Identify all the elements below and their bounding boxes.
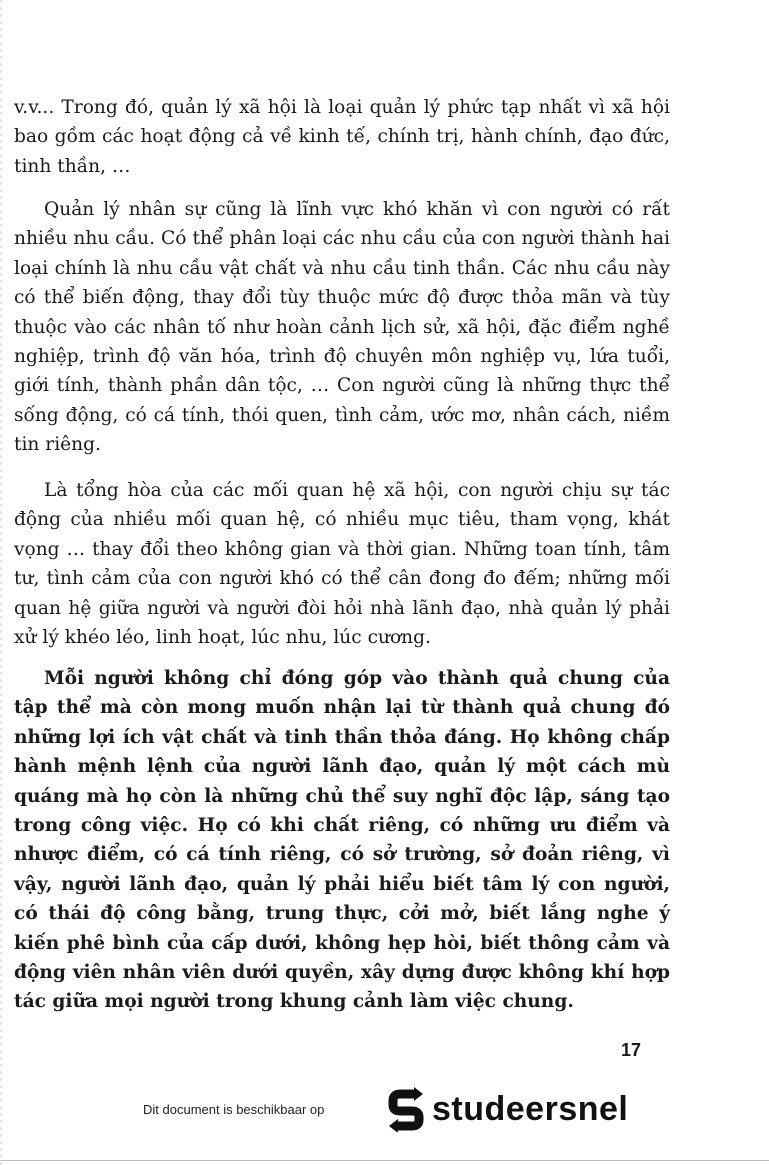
scan-edge <box>0 0 2 1165</box>
brand-name: studeersnel <box>432 1089 629 1128</box>
paragraph-3: Là tổng hòa của các mối quan hệ xã hội, con người chịu sự tác động của nhiều mối quan hệ, có nhiều mục tiêu, tham vọng, khát vọng … thay đổi theo không gian và thời gian. Những toan tính, tâm tư, tình cảm của con người khó có thể cân đong đo đếm; những mối quan hệ giữa người và người đòi hỏi nhà lãnh đạo, nhà quản lý phải xử lý khéo léo, linh hoạt, lúc nhu, lúc cương. <box>14 480 670 649</box>
paragraph-1: v.v... Trong đó, quản lý xã hội là loại quản lý phức tạp nhất vì xã hội bao gồm các hoạt động cả về kinh tế, chính trị, hành chính, đạo đức, tinh thần, … <box>14 97 670 177</box>
brand-link[interactable] <box>388 1086 628 1132</box>
paragraph-4: Mỗi người không chỉ đóng góp vào thành quả chung của tập thể mà còn mong muốn nhận lại từ thành quả chung đó những lợi ích vật chất và tinh thần thỏa đáng. Họ không chấp hành mệnh lệnh của người lãnh đạo, quản lý một cách mù quáng mà họ còn là những chủ thể suy nghĩ độc lập, sáng tạo trong công việc. Họ có khi chất riêng, có những ưu điểm và nhược điểm, có cá tính riêng, có sở trường, sở đoản riêng, vì vậy, người lãnh đạo, quản lý phải hiểu biết tâm lý con người, có thái độ công bằng, trung thực, cởi mở, biết lắng nghe ý kiến phê bình của cấp dưới, không hẹp hòi, biết thông cảm và động viên nhân viên dưới quyền, xây dựng được không khí hợp tác giữa mọi người trong khung cảnh làm việc chung. <box>14 668 670 1013</box>
studeersnel-logo-icon <box>388 1086 424 1132</box>
bottom-divider <box>0 1160 769 1161</box>
page-number: 17 <box>620 1040 641 1060</box>
paragraph-2: Quản lý nhân sự cũng là lĩnh vực khó khăn vì con người có rất nhiều nhu cầu. Có thể phân loại các nhu cầu của con người thành hai loại chính là nhu cầu vật chất và nhu cầu tinh thần. Các nhu cầu này có thể biến động, thay đổi tùy thuộc mức độ được thỏa mãn và tùy thuộc vào các nhân tố như hoàn cảnh lịch sử, xã hội, đặc điểm nghề nghiệp, trình độ văn hóa, trình độ chuyên môn nghiệp vụ, lứa tuổi, giới tính, thành phần dân tộc, … Con người cũng là những thực thể sống động, có cá tính, thói quen, tình cảm, ước mơ, nhân cách, niềm tin riêng. <box>14 199 670 456</box>
footer-note: Dit document is beschikbaar op <box>143 1102 325 1117</box>
footer <box>0 1080 769 1140</box>
